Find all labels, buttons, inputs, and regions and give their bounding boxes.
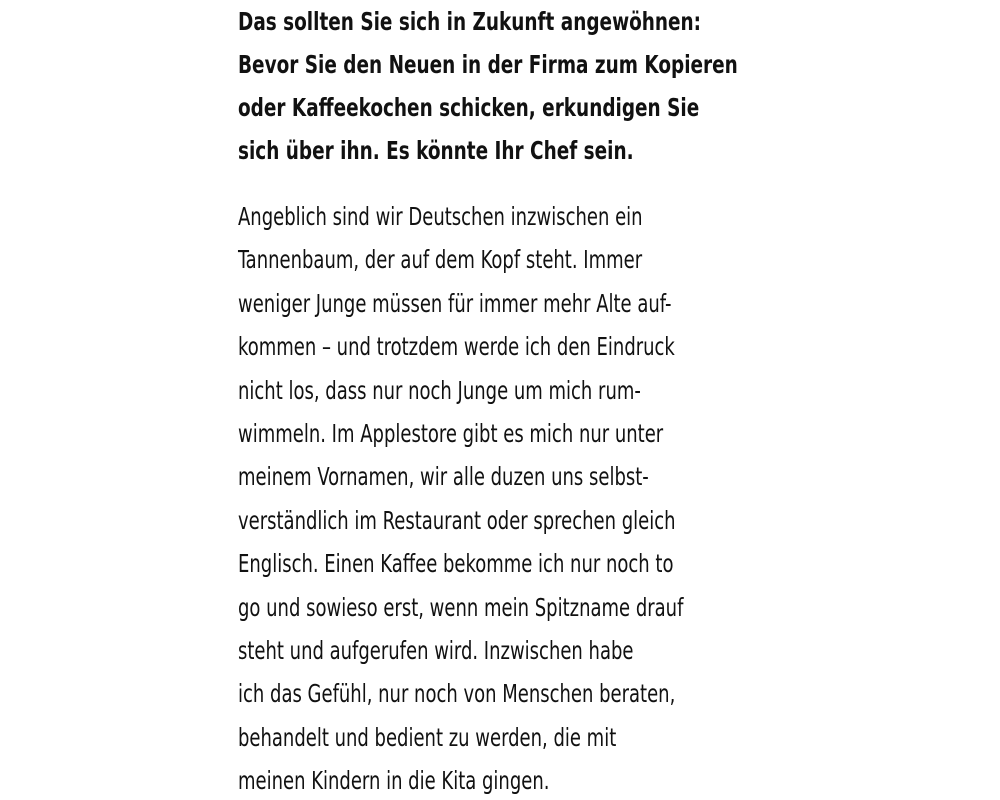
body-line: meinen Kindern in die Kita gingen. (238, 766, 550, 796)
body-line: go und sowieso erst, wenn mein Spitzname drauf (238, 592, 684, 622)
body-line: wimmeln. Im Applestore gibt es mich nur unter (238, 418, 664, 448)
body-line: Englisch. Einen Kaffee bekomme ich nur noch to (238, 549, 674, 579)
body-line: behandelt und bedient zu werden, die mit (238, 722, 617, 752)
body-line: nicht los, dass nur noch Junge um mich rum- (238, 375, 641, 405)
body-line: meinem Vornamen, wir alle duzen uns selbst- (238, 462, 649, 492)
body-line: Tannenbaum, der auf dem Kopf steht. Immer (238, 245, 643, 275)
body-line: steht und aufgerufen wird. Inzwischen habe (238, 635, 634, 665)
lead-line: oder Kaffeekochen schicken, erkundigen Sie (238, 93, 700, 122)
body-line: Angeblich sind wir Deutschen inzwischen ein (238, 202, 643, 231)
lead-line: Bevor Sie den Neuen in der Firma zum Kopieren (238, 50, 738, 79)
body-line: kommen – und trotzdem werde ich den Eindruck (238, 332, 675, 362)
lead-paragraph (238, 0, 848, 172)
lead-line: sich über ihn. Es könnte Ihr Chef sein. (238, 136, 634, 165)
body-line: ich das Gefühl, nur noch von Menschen beraten, (238, 679, 676, 709)
body-paragraph (238, 195, 795, 800)
body-line: weniger Junge müssen für immer mehr Alte auf- (238, 288, 672, 318)
body-line: verständlich im Restaurant oder sprechen gleich (238, 505, 676, 535)
lead-line: Das sollten Sie sich in Zukunft angewöhnen: (238, 7, 702, 36)
